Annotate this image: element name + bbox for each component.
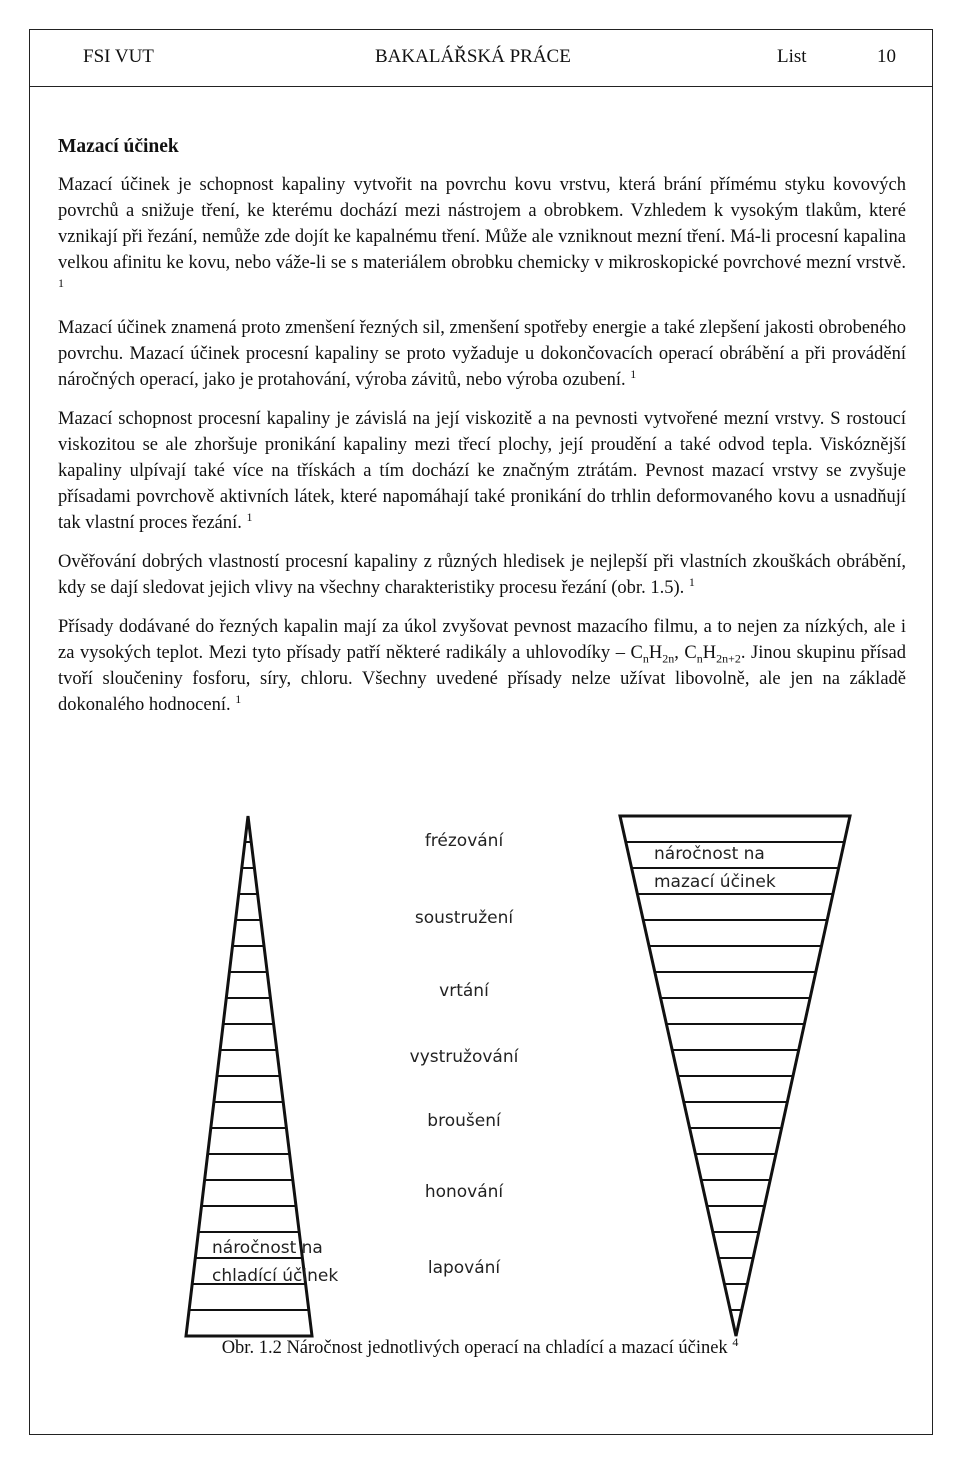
operation-label: vystružování bbox=[409, 1047, 519, 1067]
page-header bbox=[29, 29, 933, 87]
formula-subscript: n bbox=[642, 651, 649, 666]
page-content bbox=[58, 134, 906, 731]
paragraph-1-text: Mazací účinek je schopnost kapaliny vytvořit na povrchu kovu vrstvu, která brání přímému styku kovových povrchů a snižuje tření, ke kterému dochází mezi nástrojem a obrobkem. Vzhledem k vysokým tlakům, které vznikají při řezání, nemůže zde dojít ke kapalnému tření. Může ale vzniknout mezní tření. Má-li procesní kapalina velkou afinitu ke kovu, nebo váže-li se s materiálem obrobku chemicky v mikroskopické povrchové mezní vrstvě. bbox=[58, 175, 906, 273]
reference-marker: 1 bbox=[630, 366, 637, 381]
paragraph-5-text: Přísady dodávané do řezných kapalin mají za úkol zvyšovat pevnost mazacího filmu, a to nejen za nízkých, ale i za vysokých teplot. Mezi tyto přísady patří některé radikály a uhlovodíky – C bbox=[58, 617, 906, 663]
operations-demand-figure bbox=[180, 806, 860, 1346]
header-page-number: 10 bbox=[877, 46, 896, 67]
operation-label: broušení bbox=[427, 1111, 501, 1131]
right-triangle-label-line2: mazací účinek bbox=[654, 872, 776, 892]
right-triangle-rungs bbox=[626, 842, 845, 1310]
reference-marker: 1 bbox=[246, 509, 253, 524]
header-list-label: List bbox=[777, 46, 807, 67]
reference-marker: 4 bbox=[732, 1334, 739, 1349]
paragraph-3-text: Mazací schopnost procesní kapaliny je závislá na její viskozitě a na pevnosti vytvořené mezní vrstvy. S rostoucí viskozitou se ale zhoršuje pronikání kapaliny mezi třecí plochy, její proudění a také odvod tepla. Viskóznější kapaliny ulpívají také více na třískách a tím dochází ke značným ztrátám. Pevnost mazací vrstvy se zvyšuje přísadami povrchově aktivních látek, které napomáhají také pronikání do trhlin deformovaného kovu a usnadňují tak vlastní proces řezání. bbox=[58, 409, 906, 533]
paragraph-2 bbox=[58, 315, 906, 393]
figure-caption-text: Obr. 1.2 Náročnost jednotlivých operací na chladící a mazací účinek bbox=[221, 1338, 728, 1358]
operation-label: vrtání bbox=[439, 981, 489, 1001]
right-triangle-label-line1: náročnost na bbox=[654, 844, 765, 864]
reference-marker: 1 bbox=[58, 275, 64, 290]
paragraph-5 bbox=[58, 614, 906, 718]
header-institution: FSI VUT bbox=[83, 46, 154, 67]
header-thesis-type: BAKALÁŘSKÁ PRÁCE bbox=[375, 46, 571, 67]
left-triangle-label-line2: chladící účinek bbox=[212, 1266, 339, 1286]
paragraph-3 bbox=[58, 406, 906, 536]
formula-subscript: 2n bbox=[662, 651, 675, 666]
paragraph-4 bbox=[58, 549, 906, 601]
section-title: Mazací účinek bbox=[58, 136, 179, 157]
formula-part: H bbox=[648, 643, 663, 663]
left-triangle-label-line1: náročnost na bbox=[212, 1238, 323, 1258]
formula-subscript: n bbox=[696, 651, 703, 666]
paragraph-1 bbox=[58, 172, 906, 302]
paragraph-4-text: Ověřování dobrých vlastností procesní kapaliny z různých hledisek je nejlepší při vlastních zkouškách obrábění, kdy se dají sledovat jejich vlivy na všechny charakteristiky procesu řezání (obr. 1.5). bbox=[58, 552, 906, 598]
formula-subscript: 2n+2 bbox=[716, 651, 741, 666]
figure-caption bbox=[0, 1334, 960, 1359]
operation-label: soustružení bbox=[414, 908, 514, 928]
reference-marker: 1 bbox=[688, 574, 695, 589]
operation-label: lapování bbox=[427, 1258, 501, 1278]
formula-part: H bbox=[702, 643, 717, 663]
paragraph-5-text-end: . Jinou skupinu přísad tvoří sloučeniny fosforu, síry, chloru. Všechny uvedené přísady nelze užívat libovolně, ale jen na základě dokonalého hodnocení. bbox=[58, 643, 907, 715]
paragraph-2-text: Mazací účinek znamená proto zmenšení řezných sil, zmenšení spotřeby energie a také zlepšení jakosti obrobeného povrchu. Mazací účinek procesní kapaliny se proto vyžaduje u dokončovacích operací obrábění a při provádění náročných operací, jako je protahování, výroba závitů, nebo výroba ozubení. bbox=[58, 318, 906, 390]
formula-part: , C bbox=[674, 643, 697, 663]
reference-marker: 1 bbox=[235, 691, 242, 706]
operation-label: frézování bbox=[424, 831, 504, 851]
operation-label: honování bbox=[424, 1182, 504, 1202]
